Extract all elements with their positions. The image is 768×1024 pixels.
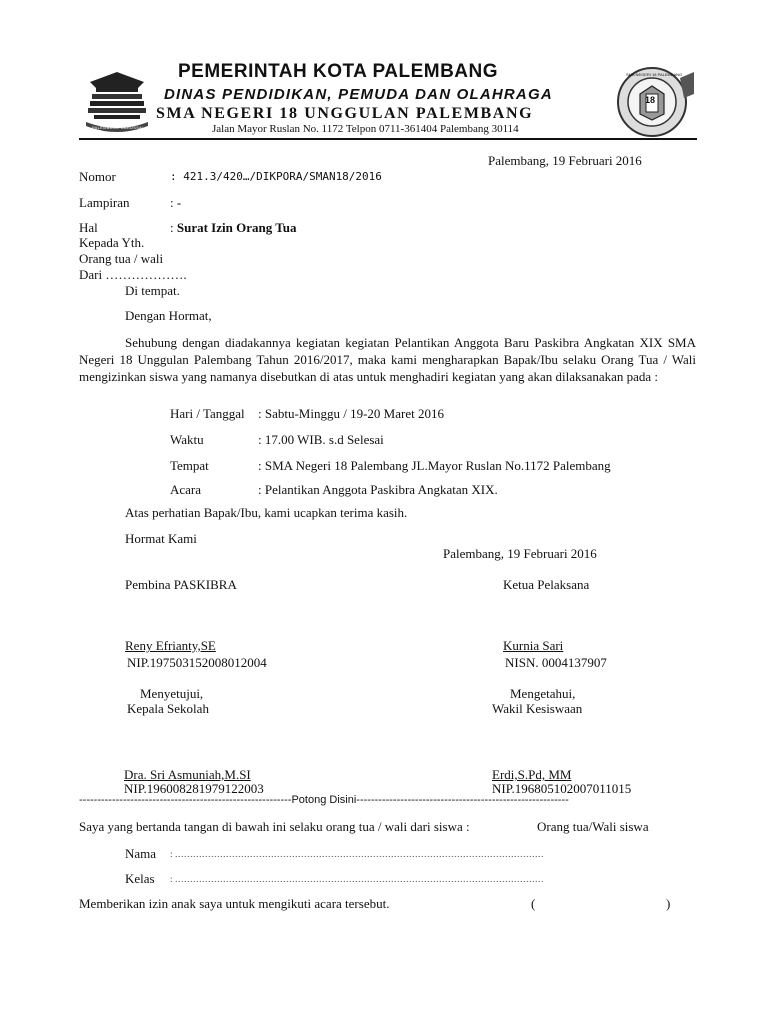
hal-row (170, 220, 296, 236)
nomor-value: : 421.3/420…/DIKPORA/SMAN18/2016 (170, 170, 382, 183)
closing: Atas perhatian Bapak/Ibu, kami ucapkan terima kasih. (125, 505, 408, 520)
right-logo-text: SMA NEGERI 18 PALEMBANG (626, 72, 683, 77)
wakil-nip: NIP.196805102007011015 (492, 781, 632, 796)
right-logo (614, 64, 696, 140)
nomor-label: Nomor (79, 169, 116, 184)
header-dept: DINAS PENDIDIKAN, PEMUDA DAN OLAHRAGA (164, 86, 553, 103)
detail-waktu-value: : 17.00 WIB. s.d Selesai (258, 432, 384, 447)
menyetujui: Menyetujui, (140, 686, 204, 701)
hal-value: Surat Izin Orang Tua (176, 220, 297, 235)
form-statement: Saya yang bertanda tangan di bawah ini selaku orang tua / wali dari siswa : (79, 819, 470, 834)
signature-paren-open: ( (531, 896, 536, 911)
body-paragraph: Sehubung dengan diadakannya kegiatan kegiatan Pelantikan Anggota Baru Paskibra Angkatan XIX SMA Negeri 18 Unggulan Palembang Tahun 2016/2017, maka kami mengharapkan Bapak/Ibu selaku Orang Tua / Wali mengizinkan siswa yang namanya disebutkan di atas untuk menghadiri kegiatan yang akan dilaksanakan pada : (79, 335, 696, 384)
salam: Dengan Hormat, (125, 308, 212, 323)
detail-acara-label: Acara (170, 482, 202, 497)
nama-field[interactable]: : …………………………………………………………………………………………………………… (170, 849, 544, 859)
wakil-title: Wakil Kesiswaan (492, 701, 583, 716)
dari: Dari ………………. (79, 267, 187, 282)
right-logo-mark: 18 (645, 95, 656, 105)
hormat-kami: Hormat Kami (125, 531, 197, 546)
di-tempat: Di tempat. (125, 283, 180, 298)
kelas-field[interactable]: : …………………………………………………………………………………………………………… (170, 874, 544, 884)
mengetahui: Mengetahui, (510, 686, 576, 701)
pembina-name: Reny Efrianty,SE (125, 638, 216, 653)
lampiran-label: Lampiran (79, 195, 130, 210)
ketua-nisn: NISN. 0004137907 (505, 655, 607, 670)
header-school: SMA NEGERI 18 UNGGULAN PALEMBANG (156, 105, 534, 122)
nama-label: Nama (125, 846, 157, 861)
permission-text: Memberikan izin anak saya untuk mengikuti acara tersebut. (79, 896, 390, 911)
left-logo-text: PALEMBANG DARUSSALAM (92, 125, 152, 130)
ketua-name: Kurnia Sari (503, 638, 564, 653)
wakil-name: Erdi,S.Pd, MM (492, 767, 572, 782)
detail-hari-label: Hari / Tanggal (170, 406, 245, 421)
detail-tempat-label: Tempat (170, 458, 209, 473)
header-divider (79, 138, 697, 140)
left-logo (80, 64, 154, 138)
orang-tua-wali: Orang tua / wali (79, 251, 164, 266)
hal-colon: : (170, 220, 177, 235)
cut-dashes-right: ---------------------------------------------------------- (356, 794, 569, 806)
hal-label: Hal (79, 220, 98, 235)
kepala-title: Kepala Sekolah (127, 701, 209, 716)
header-gov: PEMERINTAH KOTA PALEMBANG (178, 61, 499, 82)
kepada-yth: Kepada Yth. (79, 235, 145, 250)
kelas-label: Kelas (125, 871, 155, 886)
cut-label: Potong Disini (291, 794, 357, 806)
signature-date: Palembang, 19 Februari 2016 (443, 546, 597, 561)
kepala-nip: NIP.196008281979122003 (124, 781, 264, 796)
detail-tempat-value: : SMA Negeri 18 Palembang JL.Mayor Ruslan No.1172 Palembang (258, 458, 611, 473)
cut-line (79, 794, 696, 806)
pembina-nip: NIP.197503152008012004 (127, 655, 267, 670)
pembina-title: Pembina PASKIBRA (125, 577, 237, 592)
header-address: Jalan Mayor Ruslan No. 1172 Telpon 0711-361404 Palembang 30114 (212, 123, 519, 135)
signature-paren-close: ) (666, 896, 671, 911)
detail-acara-value: : Pelantikan Anggota Paskibra Angkatan XIX. (258, 482, 498, 497)
lampiran-value: : - (170, 195, 182, 210)
ketua-title: Ketua Pelaksana (503, 577, 590, 592)
cut-dashes-left: ---------------------------------------------------------- (79, 794, 292, 806)
detail-waktu-label: Waktu (170, 432, 204, 447)
letter-date: Palembang, 19 Februari 2016 (488, 153, 642, 168)
kepala-name: Dra. Sri Asmuniah,M.SI (124, 767, 251, 782)
detail-hari-value: : Sabtu-Minggu / 19-20 Maret 2016 (258, 406, 444, 421)
guardian-label: Orang tua/Wali siswa (537, 819, 649, 834)
